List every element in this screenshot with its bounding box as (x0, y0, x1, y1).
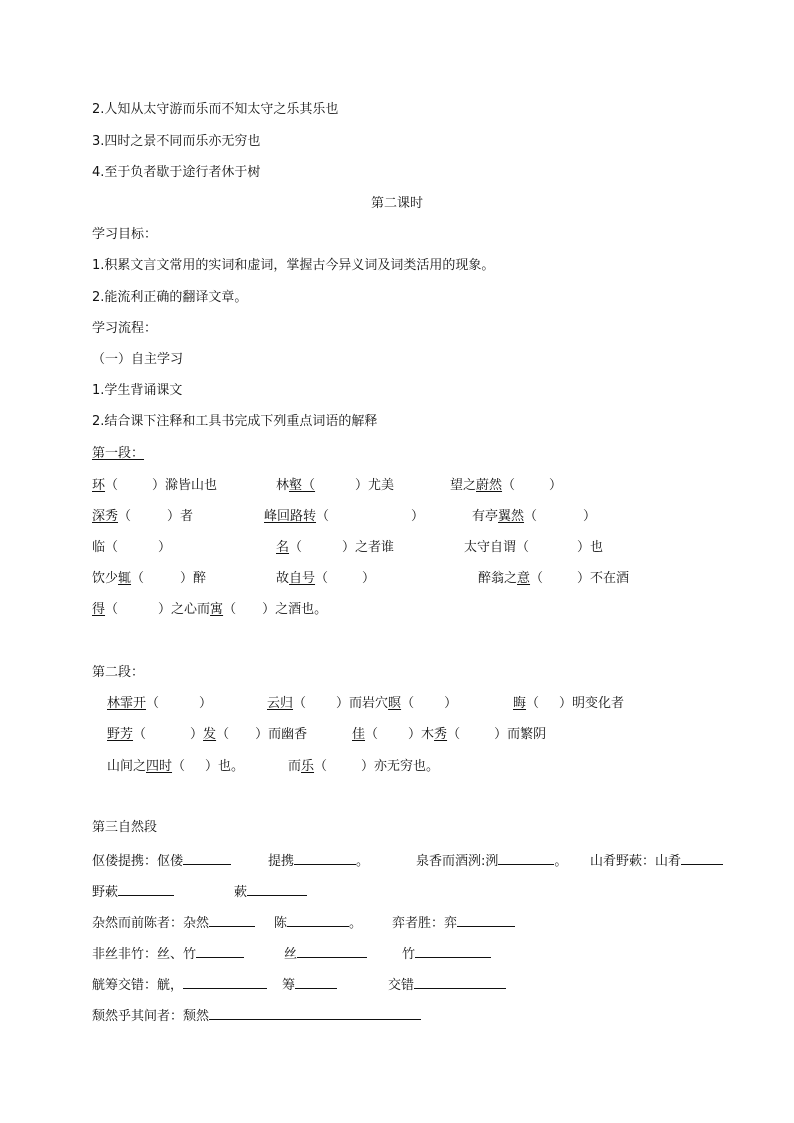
fill-item: 伛偻提携：伛偻 (92, 851, 231, 870)
answer-blank[interactable] (209, 913, 255, 927)
para2-heading: 第二段： (92, 665, 145, 680)
answer-blank[interactable] (183, 975, 267, 989)
vocab-item: 晦（ ）明变化者 (513, 696, 625, 711)
answer-blank[interactable] (415, 944, 491, 958)
fill-item: 蔌 (234, 882, 307, 901)
vocab-item: 云归（ ）而岩穴暝（ ） (267, 696, 458, 711)
fill-item: 非丝非竹：丝、竹 (92, 944, 244, 963)
text-line: 3.四时之景不同而乐亦无穷也 (92, 134, 261, 149)
fill-item: 筹 (282, 975, 337, 994)
fill-item: 觥筹交错：觥， (92, 975, 267, 994)
vocab-item: 佳（ ）木秀（ ）而繁阴 (352, 727, 547, 742)
vocab-item: 名（ ）之者谁 (276, 540, 395, 555)
answer-blank[interactable] (498, 851, 554, 865)
answer-blank[interactable] (209, 1006, 421, 1020)
answer-blank[interactable] (294, 851, 356, 865)
answer-blank[interactable] (247, 882, 307, 896)
vocab-item: 山间之四时（ ）也。 (107, 759, 245, 774)
vocab-item: 峰回路转（ ） (264, 509, 425, 524)
fill-item: 提携 。 (268, 851, 369, 870)
fill-item: 竹 (402, 944, 491, 963)
vocab-item: 饮少辄（ ）醉 (92, 571, 207, 586)
answer-blank[interactable] (118, 882, 174, 896)
vocab-item: 而乐（ ）亦无穷也。 (288, 759, 440, 774)
step-item: 1.学生背诵课文 (92, 383, 183, 398)
goals-heading: 学习目标： (92, 227, 158, 242)
process-heading: 学习流程： (92, 321, 158, 336)
fill-item: 交错 (388, 975, 506, 994)
vocab-item: 太守自谓（ ）也 (464, 540, 604, 555)
step-item: 2.结合课下注释和工具书完成下列重点词语的解释 (92, 414, 378, 429)
goal-item: 2.能流利正确的翻译文章。 (92, 290, 248, 305)
vocab-item: 得（ ）之心而寓（ ）之酒也。 (92, 602, 328, 617)
text-line: 4.至于负者歇于途行者休于树 (92, 165, 261, 180)
text-line: 2.人知从太守游而乐而不知太守之乐其乐也 (92, 102, 339, 117)
vocab-item: 林霏开（ ） (107, 696, 213, 711)
vocab-item: 临（ ） (92, 540, 172, 555)
para3-heading: 第三自然段 (92, 820, 158, 835)
answer-blank[interactable] (196, 944, 244, 958)
fill-item: 泉香而酒洌:洌 。 (416, 851, 567, 870)
answer-blank[interactable] (295, 975, 337, 989)
vocab-item: 有亭翼然（ ） (472, 509, 597, 524)
para1-heading: 第一段： (92, 446, 145, 461)
fill-item: 野蔌 (92, 882, 174, 901)
vocab-item: 林壑（ ）尤美 (276, 478, 395, 493)
fill-item: 杂然而前陈者：杂然 (92, 913, 255, 932)
vocab-item: 深秀（ ）者 (92, 509, 194, 524)
self-study-heading: （一）自主学习 (92, 352, 184, 367)
answer-blank[interactable] (297, 944, 367, 958)
answer-blank[interactable] (457, 913, 515, 927)
vocab-item: 望之蔚然（ ） (450, 478, 563, 493)
fill-item: 弈者胜：弈 (392, 913, 515, 932)
answer-blank[interactable] (681, 851, 723, 865)
vocab-item: 醉翁之意（ ）不在酒 (478, 571, 630, 586)
fill-item: 丝 (284, 944, 367, 963)
answer-blank[interactable] (287, 913, 349, 927)
vocab-item: 环（ ）滁皆山也 (92, 478, 218, 493)
fill-item: 颓然乎其间者：颓然 (92, 1006, 421, 1025)
fill-item: 陈 。 (274, 913, 362, 932)
vocab-item: 故自号（ ） (276, 571, 376, 586)
answer-blank[interactable] (414, 975, 506, 989)
lesson-title: 第二课时 (370, 196, 423, 211)
answer-blank[interactable] (183, 851, 231, 865)
fill-item: 山肴野蔌：山肴 (590, 851, 723, 870)
vocab-item: 野芳（ ）发（ ）而幽香 (107, 727, 308, 742)
goal-item: 1.积累文言文常用的实词和虚词，掌握古今异义词及词类活用的现象。 (92, 258, 495, 273)
